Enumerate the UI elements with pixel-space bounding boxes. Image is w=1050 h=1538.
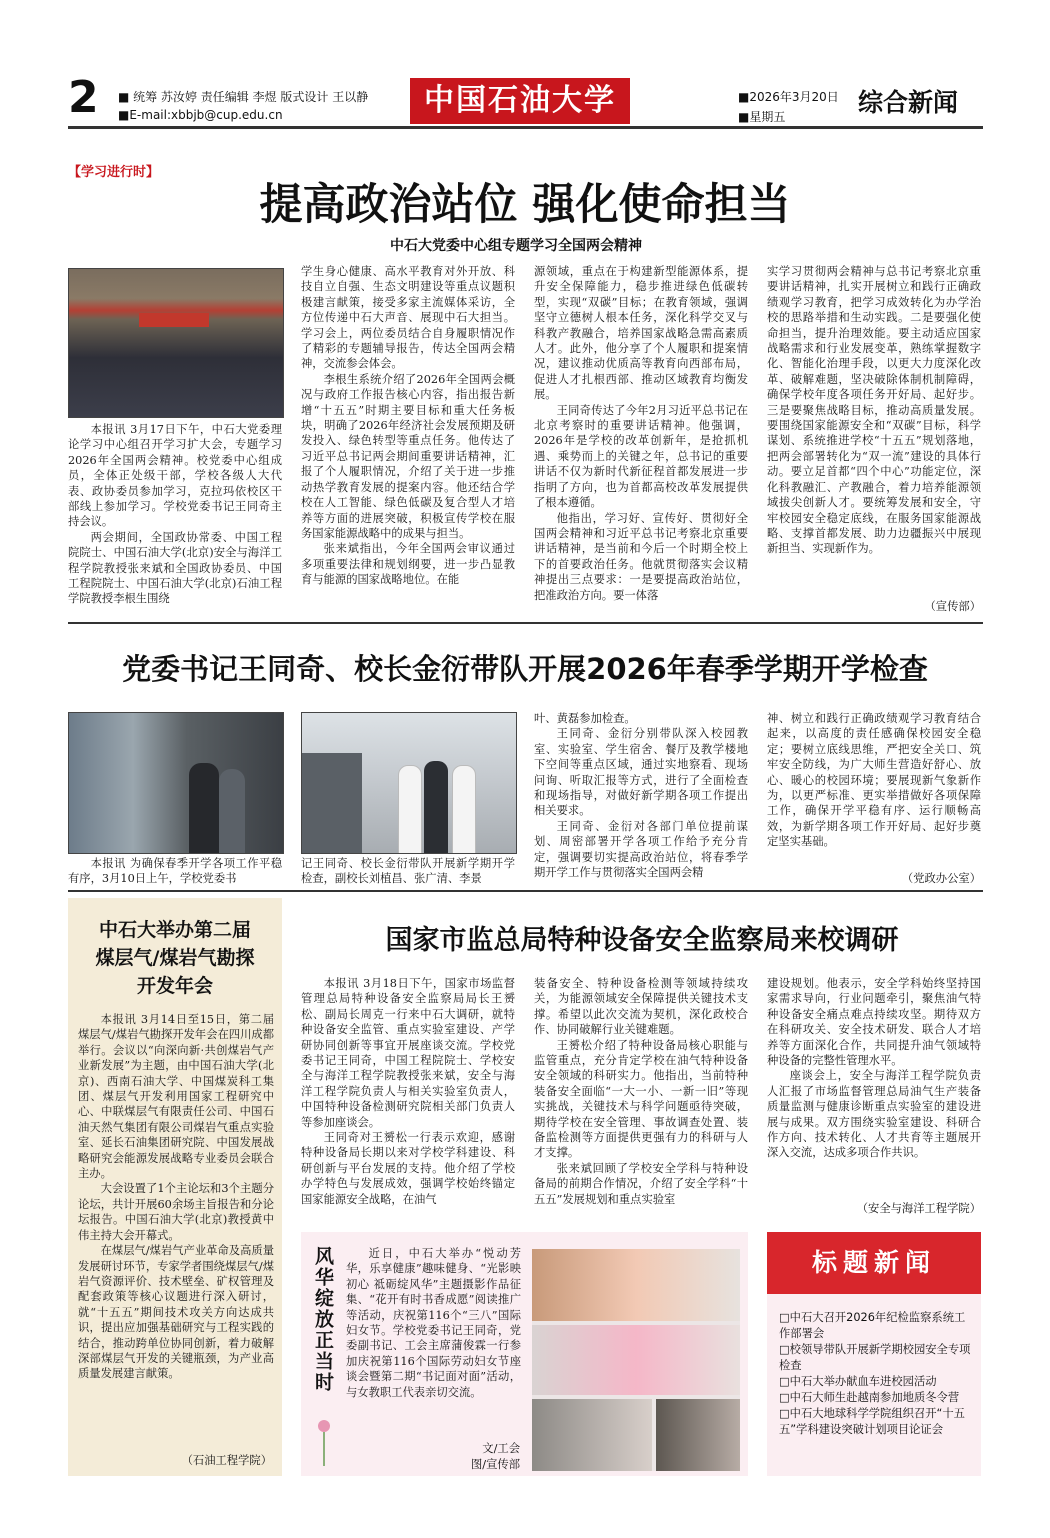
paragraph: 两会期间，全国政协常委、中国工程院院士、中国石油大学(北京)安全与海洋工程学院教授张来斌和全国政协委员、中国工程院院士、中国石油大学(北京)石油工程学院教授李根生围绕 bbox=[68, 530, 282, 606]
article2-title: 党委书记王同奇、校长金衍带队开展2026年春季学期开学检查 bbox=[122, 652, 928, 686]
paragraph: 源领域，重点在于构建新型能源体系，提升安全保障能力，稳步推进绿色低碳转型，实现“双碳”目标；在教育领域，强调坚守立德树人根本任务，深化科学交叉与科教产教融合，培养国家战略急需高素质人才。此外，他分享了个人履职和提案情况，建议推动优质高等教育向西部布局，促进人才扎根西部、推动区域教育均衡发展。 bbox=[534, 265, 748, 402]
masthead-logo: 中国石油大学 bbox=[410, 78, 630, 124]
paragraph: 实学习贯彻两会精神与总书记考察北京重要讲话精神，扎实开展树立和践行正确政绩观学习教育，把学习成效转化为办学治校的思路举措和生动实践。二是要强化使命担当，提升治理效能。要主动适应国家战略需求和行业发展变革，熟练掌握数字化、智能化治理手段，以更大力度深化改革、破解难题，坚决破除体制机制障碍，确保学校年度各项任务开好局、起好步。三是要聚焦战略目标，推动高质量发展。要围绕国家能源安全和“双碳”目标，科学谋划、系统推进学校“十五五”规划落地，把两会部署转化为“双一流”建设的具体行动。要立足首都“四个中心”功能定位，深化科教融汇、产教融合，着力培养能源领域拔尖创新人才。要统筹发展和安全，守牢校园安全稳定底线，在服务国家能源战略、支撑首都发展、助力边疆振兴中展现新担当、实现新作为。 bbox=[767, 265, 981, 556]
headline-item[interactable]: □中石大地球科学学院组织召开“十五五”学科建设突破计划项目论证会 bbox=[779, 1407, 965, 1436]
article2-col3 bbox=[534, 711, 748, 880]
article2-source: （党政办公室） bbox=[901, 872, 981, 885]
meeting-photo bbox=[68, 268, 284, 418]
paragraph: 王同奇、金衍分别带队深入校园教室、实验室、学生宿舍、餐厅及教学楼地下空间等重点区域，通过实地察看、现场问询、听取汇报等方式，进行了全面检查和现场指导，对做好新学期各项工作提出相关要求。 bbox=[534, 727, 748, 818]
article5-credit-photo: 图/宣传部 bbox=[471, 1458, 520, 1471]
paragraph: 本报讯 为确保春季开学各项工作平稳有序，3月10日上午，学校党委书 bbox=[68, 857, 282, 886]
header-date: ■2026年3月20日 bbox=[738, 90, 839, 104]
paragraph: 张来斌指出，今年全国两会审议通过多项重要法律和规划纲要，进一步凸显教育与能源的国家战略地位。在能 bbox=[301, 542, 515, 587]
article3-body bbox=[78, 1012, 274, 1382]
page-number: 2 bbox=[68, 72, 99, 123]
header-weekday: ■星期五 bbox=[738, 110, 786, 124]
headline-item[interactable]: □校领导带队开展新学期校园安全专项检查 bbox=[779, 1343, 971, 1372]
lab-photo bbox=[301, 712, 517, 854]
paragraph: 近日，中石大举办“悦动芳华，乐享健康”趣味健身、“光影映初心 祗砺绽风华”主题摄影作品征集、“花开有时书香成愿”阅读推广等活动，庆祝第116个“三八”国际妇女节。学校党委书记王同奇，党委副书记、工会主席蒲俊霖一行参加庆祝第116个国际劳动妇女节座谈会暨第二期“书记面对面”活动，与女教职工代表亲切交流。 bbox=[346, 1247, 521, 1399]
paragraph: 本报讯 3月14日至15日，第二届煤层气/煤岩气勘探开发年会在四川成都举行。会议以“向深向新·共创煤岩气产业新发展”为主题，由中国石油大学(北京)、西南石油大学、中国煤炭科工集团、煤层气开发利用国家工程研究中心、中联煤层气有限责任公司、中国石油天然气集团有限公司煤岩气重点实验室、延长石油集团研究院、中国发展战略研究会能源发展战略专业委员会联合主办。 bbox=[78, 1013, 274, 1181]
paragraph: 王同奇、金衍对各部门单位提前谋划、周密部署开学各项工作给予充分肯定，强调要切实提高政治站位，将春季学期开学工作与贯彻落实全国两会精 bbox=[534, 819, 748, 880]
paragraph: 本报讯 3月17日下午，中石大党委理论学习中心组召开学习扩大会，专题学习2026年全国两会精神。校党委中心组成员，全体正处级干部，学校各级人大代表、政协委员参加学习，克拉玛依校区干部线上参加学习。学校党委书记王同奇主持会议。 bbox=[68, 423, 282, 529]
paragraph: 大会设置了1个主论坛和3个主题分论坛，共计开展60余场主旨报告和分论坛报告。中国石油大学(北京)教授黄中伟主持大会开幕式。 bbox=[78, 1182, 274, 1242]
article3-source: （石油工程学院） bbox=[181, 1454, 272, 1467]
title-line: 煤层气/煤岩气勘探 bbox=[95, 947, 255, 969]
paragraph: 张来斌回顾了学校安全学科与特种设备局的前期合作情况，介绍了安全学科“十五五”发展规划和重点实验室 bbox=[534, 1161, 748, 1206]
headlines-list bbox=[779, 1310, 975, 1438]
paragraph: 记王同奇、校长金衍带队开展新学期开学检查，副校长刘植昌、张广清、李景 bbox=[301, 857, 515, 886]
article1-col3 bbox=[534, 264, 748, 603]
title-line: 开发年会 bbox=[136, 975, 213, 997]
headlines-title: 标题新闻 bbox=[811, 1248, 936, 1277]
article1-subtitle: 中石大党委中心组专题学习全国两会精神 bbox=[390, 238, 642, 254]
paragraph: 学生身心健康、高水平教育对外开放、科技自立自强、生态文明建设等重点议题积极建言献策，接受多家主流媒体采访，全方位传递中石大声音、展现中石大担当。学习会上，两位委员结合自身履职情况作了精彩的专题辅导报告，传达全国两会精神，交流参会体会。 bbox=[301, 265, 515, 371]
paragraph: 李根生系统介绍了2026年全国两会概况与政府工作报告核心内容，指出报告新增“十五五”时期主要目标和重大任务板块，明确了2026年经济社会发展预期及研发投入、绿色转型等重点任务。他传达了习近平总书记两会期间重要讲话精神，汇报了个人履职情况，介绍了关于进一步推动热学教育发展的提案内容。他还结合学校在人工智能、绿色低碳及复合型人才培养等方面的进展突破，积极宣传学校在服务国家能源战略中的成果与担当。 bbox=[301, 372, 515, 540]
article4-col2 bbox=[534, 976, 748, 1207]
paragraph: 神、树立和践行正确政绩观学习教育结合起来，以高度的责任感确保校园安全稳定；要树立底线思维，严把安全关口、筑牢安全防线，为广大师生营造好舒心、放心、暖心的校园环境；要展现新气象新作为，以更严标准、更实举措做好各项保障工作，确保开学平稳有序、运行顺畅高效，为新学期各项工作开好局、起好步奠定坚实基础。 bbox=[767, 712, 981, 849]
paragraph: 本报讯 3月18日下午，国家市场监督管理总局特种设备安全监察局局长王赟松、副局长周克一行来中石大调研，就特种设备安全监管、重点实验室建设、产学研协同创新等事宜开展座谈交流。学校党委书记王同奇，中国工程院院士、学校安全与海洋工程学院教授张来斌，安全与海洋工程学院负责人与相关实验室负责人，中国特种设备检测研究院相关部门负责人等参加座谈会。 bbox=[301, 977, 515, 1129]
header-credits: ■ 统筹 苏汝婷 责任编辑 李煜 版式设计 王以静 bbox=[118, 90, 369, 104]
article2-col4 bbox=[767, 711, 981, 850]
paragraph: 在煤层气/煤岩气产业革命及高质量发展研讨环节，专家学者围绕煤层气/煤岩气资源评价、技术壁垒、矿权管理及配套政策等核心议题进行深入研讨，就“十五五”期间技术攻关方向达成共识，提出应加强基础研究与工程实践的结合，推动跨单位协同创新，着力破解深部煤层气开发的关键瓶颈，为产业高质量发展建言献策。 bbox=[78, 1244, 274, 1381]
article5-credit-text: 文/工会 bbox=[482, 1442, 520, 1455]
article1-title: 提高政治站位 强化使命担当 bbox=[259, 180, 791, 230]
headline-item[interactable]: □中石大师生赴越南参加地质冬令营 bbox=[779, 1391, 960, 1404]
article1-source: （宣传部） bbox=[924, 600, 981, 613]
article1-tag: 【学习进行时】 bbox=[68, 165, 160, 180]
divider bbox=[68, 890, 983, 892]
article5-vertical-title: 风华绽放正当时 bbox=[312, 1246, 334, 1393]
article3-title bbox=[68, 916, 282, 1000]
paragraph: 建设规划。他表示，安全学科始终坚持国家需求导向，行业问题牵引，聚焦油气特种设备安全痛点难点持续攻坚。期待双方在科研攻关、安全技术研发、联合人才培养等方面深化合作，共同提升油气领域特种设备的完整性管理水平。 bbox=[767, 977, 981, 1068]
paragraph: 叶、黄磊参加检查。 bbox=[534, 712, 636, 725]
section-title: 综合新闻 bbox=[858, 88, 959, 117]
dorm-photo bbox=[68, 712, 284, 854]
headline-item[interactable]: □中石大召开2026年纪检监察系统工作部署会 bbox=[779, 1311, 966, 1340]
article1-col4 bbox=[767, 264, 981, 557]
article4-source: （安全与海洋工程学院） bbox=[856, 1202, 981, 1215]
article2-col2 bbox=[301, 856, 515, 887]
article4-title: 国家市监总局特种设备安全监察局来校调研 bbox=[385, 925, 899, 956]
header-rule bbox=[68, 126, 983, 129]
article1-col1 bbox=[68, 422, 282, 607]
article1-col2 bbox=[301, 264, 515, 588]
headline-item[interactable]: □中石大举办献血车进校园活动 bbox=[779, 1375, 937, 1388]
paragraph: 王同奇对王赟松一行表示欢迎，感谢特种设备局长期以来对学校学科建设、科研创新与平台发展的支持。他介绍了学校办学特色与发展成效，强调学校始终锚定国家能源安全战略，在油气 bbox=[301, 1131, 515, 1206]
womens-day-collage bbox=[532, 1249, 740, 1471]
divider bbox=[68, 622, 983, 624]
title-line: 中石大举办第二届 bbox=[98, 919, 251, 941]
article5-body bbox=[346, 1246, 521, 1400]
flower-decoration bbox=[312, 1420, 336, 1468]
paragraph: 座谈会上，安全与海洋工程学院负责人汇报了市场监督管理总局油气生产装备质量监测与健康诊断重点实验室的建设进展与成果。双方围绕实验室建设、科研合作方向、技术转化、人才共育等主题展开深入交流，达成多项合作共识。 bbox=[767, 1069, 981, 1160]
header-email: ■E-mail:xbbjb@cup.edu.cn bbox=[118, 108, 283, 122]
paragraph: 他指出，学习好、宣传好、贯彻好全国两会精神和习近平总书记考察北京重要讲话精神，是当前和今后一个时期全校上下的首要政治任务。他就贯彻落实会议精神提出三点要求：一是要提高政治站位，把准政治方向。要一体落 bbox=[534, 511, 748, 602]
paragraph: 王赟松介绍了特种设备局核心职能与监管重点，充分肯定学校在油气特种设备安全领域的科研实力。他指出，当前特种装备安全面临“一大一小、一新一旧”等现实挑战，关键技术与科学问题亟待突破，期待学校在安全管理、事故调查处置、装备监检测等方面提供更强有力的科研与人才支撑。 bbox=[534, 1038, 748, 1160]
paragraph: 王同奇传达了今年2月习近平总书记在北京考察时的重要讲话精神。他强调，2026年是学校的改革创新年，是抢抓机遇、乘势而上的关键之年，总书记的重要讲话不仅为新时代新征程首都发展进一步指明了方向，也为首都高校改革发展提供了根本遵循。 bbox=[534, 403, 748, 510]
article2-col1 bbox=[68, 856, 282, 887]
paragraph: 装备安全、特种设备检测等领域持续攻关，为能源领域安全保障提供关键技术支撑。希望以此次交流为契机，深化政校合作、协同破解行业关键难题。 bbox=[534, 977, 748, 1037]
article4-col3 bbox=[767, 976, 981, 1161]
article4-col1 bbox=[301, 976, 515, 1207]
